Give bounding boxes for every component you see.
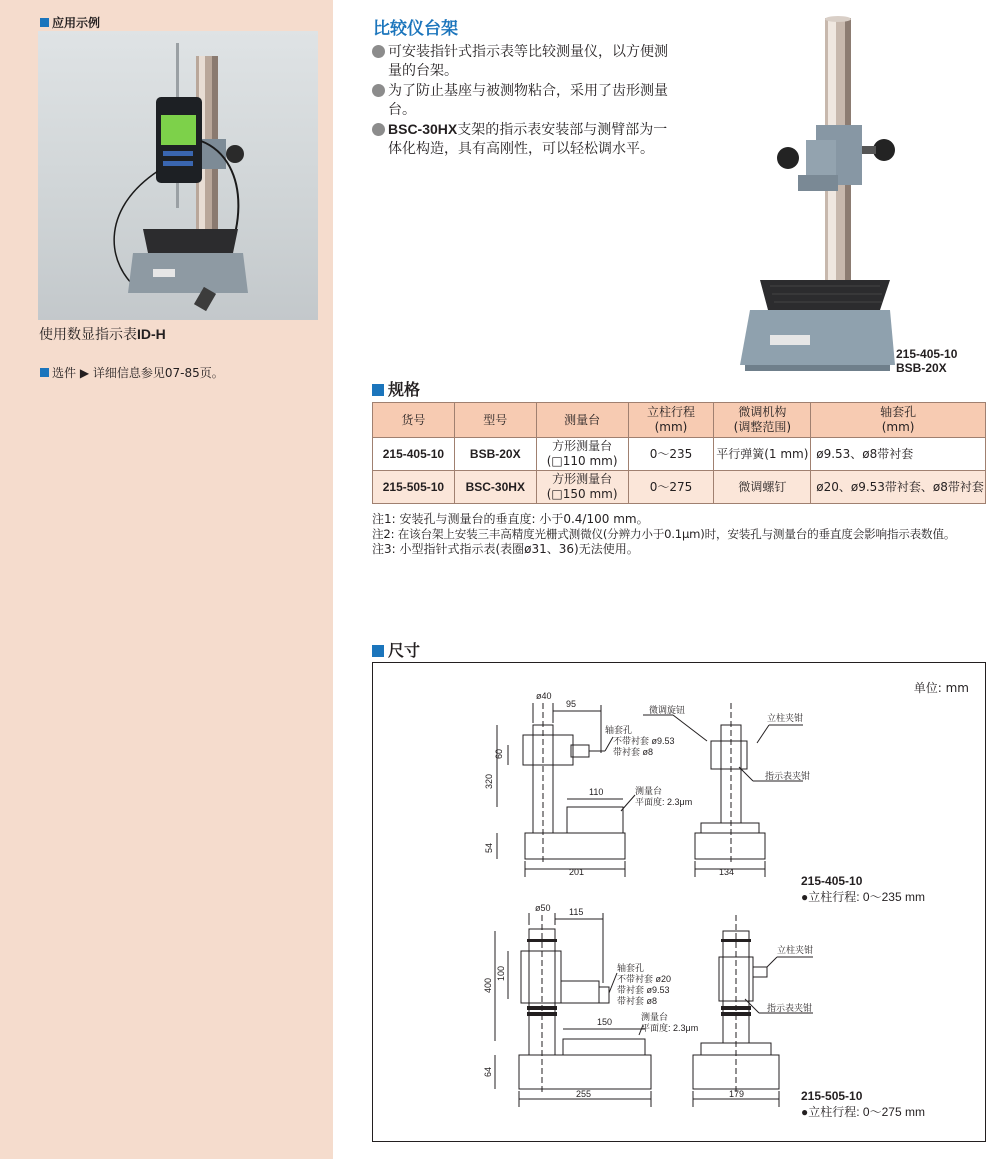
top-hole-label: 60 (494, 748, 504, 759)
top-base-h-label: 54 (484, 842, 494, 853)
application-heading: 应用示例 (40, 14, 100, 31)
bullet-icon (372, 84, 385, 97)
top-clamp: 立柱夹钳 (767, 713, 804, 723)
top-dia-label: ø40 (536, 691, 552, 701)
top-arm-label: 95 (566, 699, 577, 709)
header-bore: 轴套孔 (mm) (811, 403, 986, 438)
bottom-bore-title: 轴套孔 (617, 963, 645, 973)
page-title: 比较仪台架 (373, 19, 458, 39)
top-table-w-label: 110 (589, 787, 604, 797)
feature-item: 可安装指针式指示表等比较测量仪，以方便测量的台架。 (372, 42, 677, 81)
top-front-base (525, 833, 625, 859)
bottom-flatness: 平面度: 2.3μm (641, 1023, 699, 1033)
option-note: 选件 ▶ 详细信息参见07-85页。 (40, 364, 224, 381)
note-3: 注3: 小型指针式指示表(表圈ø31、36)无法使用。 (372, 542, 639, 556)
blue-square-icon (372, 384, 384, 396)
note-1: 注1: 安装孔与测量台的垂直度: 小于0.4/100 mm。 (372, 512, 649, 526)
bottom-model-label: 215-505-10 ●立柱行程: 0～275 mm (801, 1089, 925, 1119)
top-bore-2: 带衬套 ø8 (613, 747, 654, 757)
top-side-base (695, 833, 765, 859)
header-model: 型号 (454, 403, 536, 438)
bottom-hole-label: 100 (496, 965, 506, 981)
dimension-drawing (372, 662, 986, 1142)
bullet-icon (372, 123, 385, 136)
feature-list (372, 42, 677, 159)
notes (372, 512, 955, 557)
stand-with-id-h-illustration (38, 31, 318, 320)
bottom-bore-3: 带衬套 ø8 (617, 996, 658, 1006)
top-flatness: 平面度: 2.3μm (635, 797, 693, 807)
bottom-bore-1: 不带衬套 ø20 (617, 974, 672, 984)
dimension-heading: 尺寸 (372, 638, 420, 661)
top-height-label: 320 (484, 773, 494, 789)
unit-label: 单位: mm (913, 681, 969, 695)
top-bore-1: 不带衬套 ø9.53 (613, 736, 675, 746)
bottom-bore-2: 带衬套 ø9.53 (617, 985, 670, 995)
table-row: 215-405-10 BSB-20X 方形测量台 (□110 mm) 0～235 平行弹簧(1 mm) ø9.53、ø8带衬套 (373, 438, 986, 471)
bottom-gauge-clamp: 指示表夹钳 (767, 1003, 813, 1013)
blue-square-icon (40, 18, 49, 27)
photo-product-label: 215-405-10 BSB-20X (896, 347, 958, 375)
bullet-icon (372, 45, 385, 58)
feature-item: BSC-30HX支架的指示表安装部与测臂部为一体化构造，具有高刚性，可以轻松调水平。 (372, 120, 677, 159)
feature-item: 为了防止基座与被测物粘合，采用了齿形测量台。 (372, 81, 677, 120)
top-fine-knob: 微调旋钮 (649, 705, 686, 715)
bottom-table-w-label: 150 (597, 1017, 613, 1027)
header-code: 货号 (373, 403, 455, 438)
bottom-table-title: 测量台 (641, 1012, 669, 1022)
top-base-w-label: 201 (569, 867, 585, 877)
bottom-height-label: 400 (483, 977, 493, 993)
top-side-w-label: 134 (719, 867, 735, 877)
spec-table (372, 402, 986, 504)
bottom-arm-label: 115 (569, 907, 584, 917)
sidebar (0, 0, 333, 1159)
bottom-side-w-label: 179 (729, 1089, 745, 1099)
top-bore-title: 轴套孔 (605, 725, 633, 735)
spec-heading: 规格 (372, 377, 420, 400)
bottom-front-table (563, 1039, 645, 1055)
blue-square-icon (40, 368, 49, 377)
bottom-base-h-label: 64 (483, 1066, 493, 1077)
bottom-base-w-label: 255 (576, 1089, 592, 1099)
photo-caption: 使用数显指示表ID-H (39, 326, 166, 343)
top-front-bracket (523, 735, 573, 765)
bottom-clamp: 立柱夹钳 (777, 945, 814, 955)
application-photo (38, 31, 318, 320)
header-table: 测量台 (536, 403, 628, 438)
header-stroke: 立柱行程 (mm) (628, 403, 714, 438)
table-header-row (373, 403, 986, 438)
blue-square-icon (372, 645, 384, 657)
top-front-table (567, 807, 623, 833)
comparator-stand-illustration (730, 10, 895, 390)
table-row: 215-505-10 BSC-30HX 方形测量台 (□150 mm) 0～275 微调螺钉 ø20、ø9.53带衬套、ø8带衬套 (373, 471, 986, 504)
note-2: 注2: 在该台架上安装三丰高精度光栅式测微仪(分辨力小于0.1μm)时，安装孔与测量台的垂直度会影响指示表数值。 (372, 527, 956, 541)
top-table-title: 测量台 (635, 786, 663, 796)
product-photo (730, 10, 895, 390)
arrow-right-icon: ▶ (79, 366, 90, 380)
top-gauge-clamp: 指示表夹钳 (765, 771, 811, 781)
top-model-label: 215-405-10 ●立柱行程: 0～235 mm (801, 874, 925, 904)
header-fine-adjust: 微调机构 (调整范围) (714, 403, 811, 438)
bottom-dia-label: ø50 (535, 903, 551, 913)
bottom-front-base (519, 1055, 651, 1089)
